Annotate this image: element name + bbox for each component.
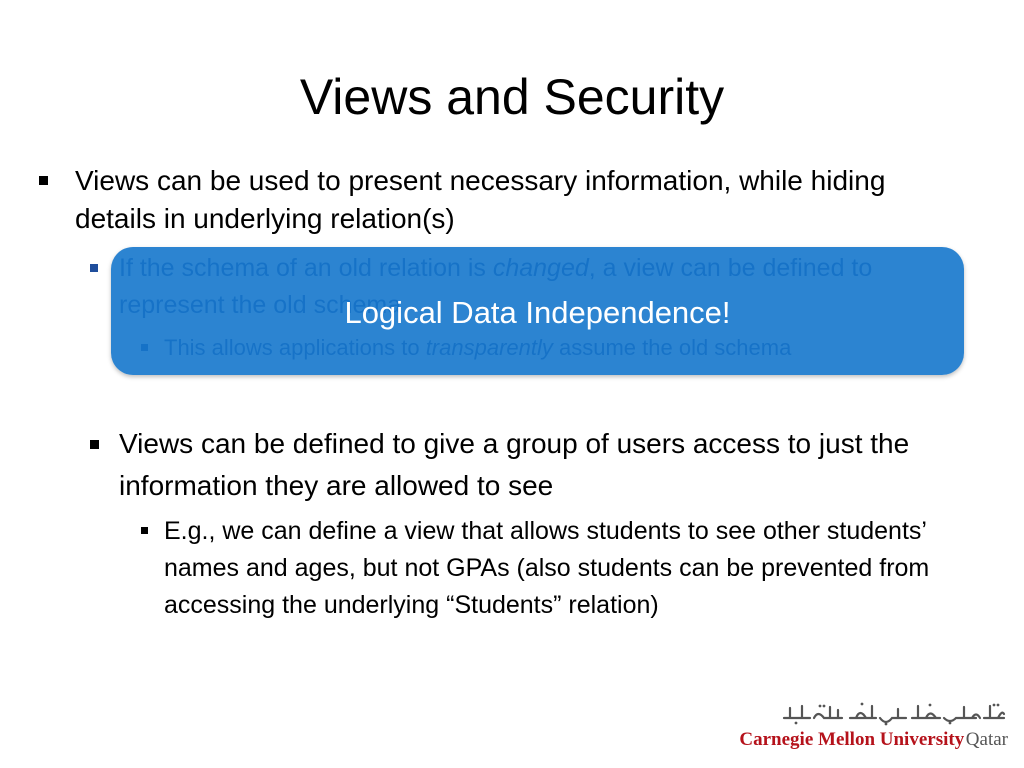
slide-title: Views and Security: [299, 69, 725, 125]
bullet-views-present-info: [75, 162, 955, 238]
bullet-text: E.g., we can define a view that allows students to see other students’ names and ages, but not GPAs (also students can be prevented from accessing the underlying “Students” relation): [164, 517, 930, 619]
square-bullet-icon: [141, 527, 148, 534]
logo-university-name: Carnegie Mellon University: [739, 729, 965, 750]
callout-text: Logical Data Independence!: [344, 295, 731, 330]
logo-location: Qatar: [965, 729, 1008, 750]
arabic-wordmark-icon: [780, 700, 1008, 728]
bullet-text: Views can be defined to give a group of users access to just the information they are allowed to see: [119, 428, 910, 501]
bullet-text: Views can be used to present necessary information, while hiding details in underlying relation(s): [75, 165, 886, 234]
bullet-views-access-control: [119, 423, 969, 507]
cmu-qatar-logo: [739, 700, 1014, 756]
bullet-students-example: [164, 513, 964, 624]
square-bullet-icon: [90, 264, 98, 272]
square-bullet-icon: [39, 176, 48, 185]
square-bullet-icon: [90, 440, 99, 449]
logo-wordmark: [739, 728, 1008, 752]
